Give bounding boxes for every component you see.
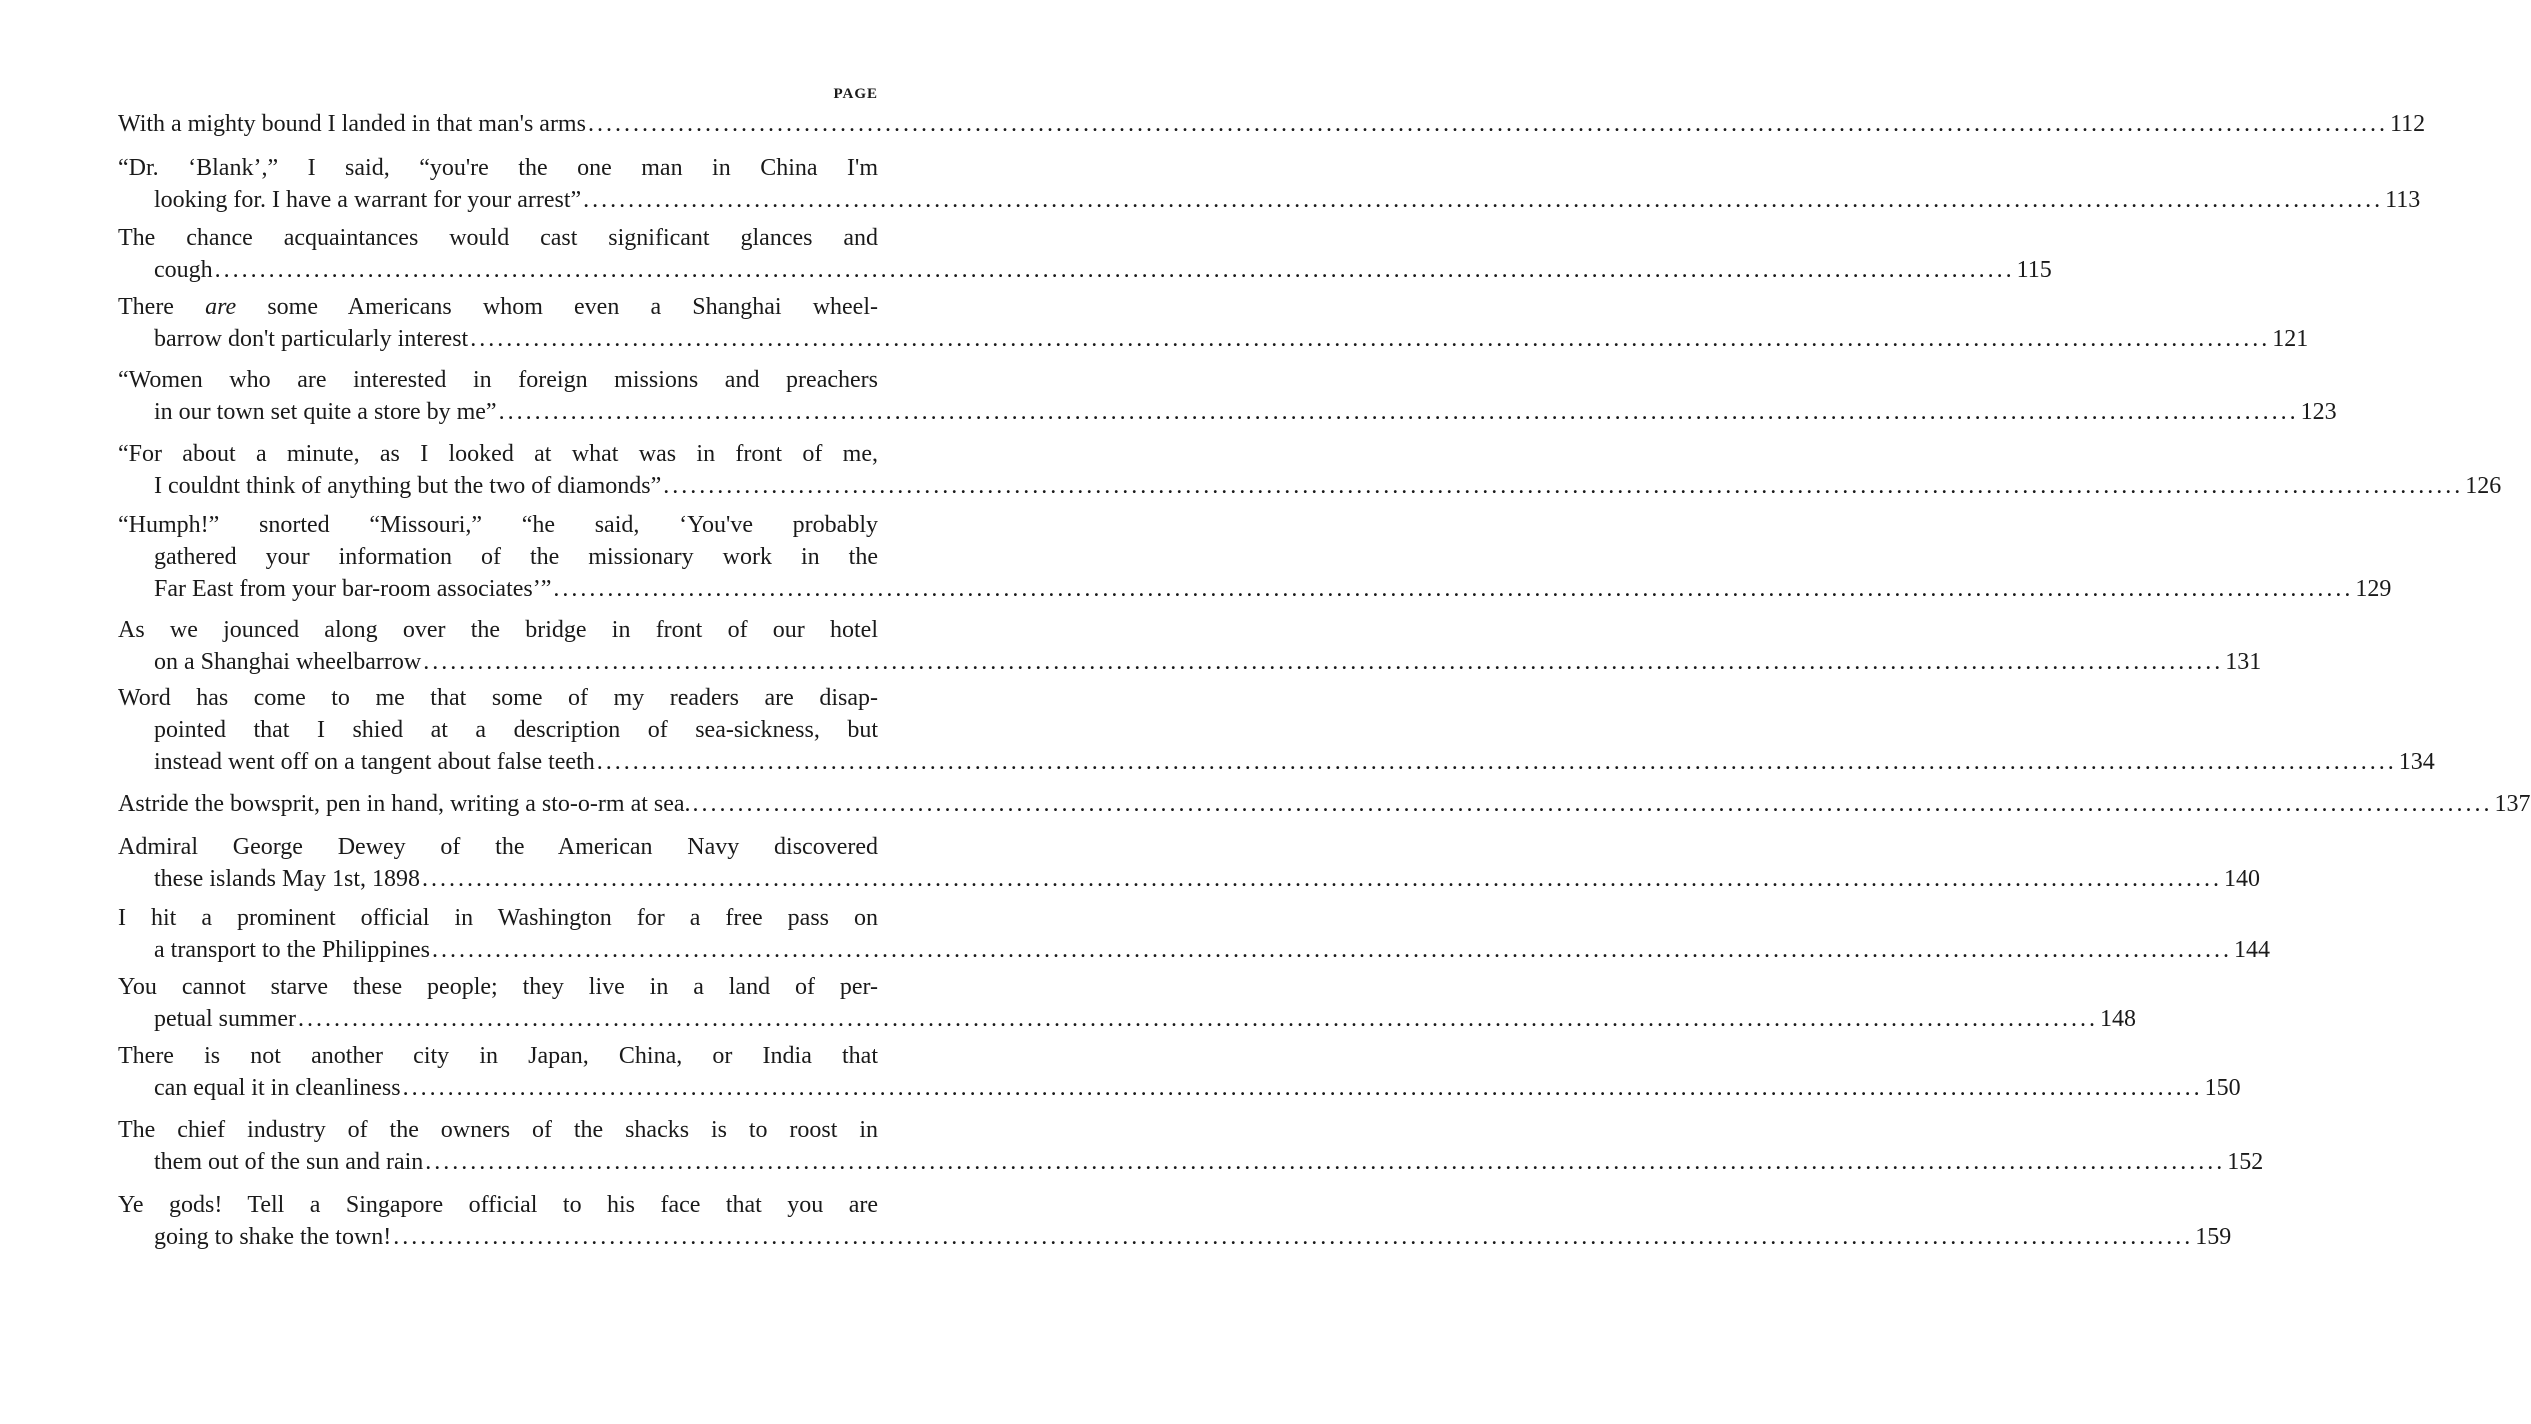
entry-last-line [118,1221,2232,1253]
toc-entry [118,1040,2241,1104]
dot-leader: ........................................................................................................................................................................................................ [498,399,2299,425]
page-column-heading: PAGE [833,86,878,102]
entry-text: looking for. I have a warrant for your arrest” [154,187,582,213]
dot-leader: ........................................................................................................................................................................................................ [431,937,2232,963]
entry-last-line [118,573,2392,605]
page-number: 112 [2389,111,2426,137]
page-number: 126 [2465,473,2502,499]
entry-text: With a mighty bound I landed in that man's arms [118,111,586,137]
entry-last-line [118,323,2309,355]
entry-last-line [118,788,2531,820]
entry-text-line: You cannot starve these people; they live in a land of per- [118,974,878,1000]
page-number: 123 [2300,399,2337,425]
entry-last-line [118,1146,2264,1178]
entry-last-line [118,396,2337,428]
toc-entry [118,152,2421,216]
dot-leader: ........................................................................................................................................................................................................ [393,1224,2194,1250]
entry-text-line: “Women who are interested in foreign missions and preachers [118,367,878,393]
entry-text-line: Admiral George Dewey of the American Navy discovered [118,834,878,860]
page-number: 115 [2016,257,2052,283]
toc-entry [118,682,2435,778]
toc-entry [118,788,2531,820]
page-number: 113 [2385,187,2421,213]
entry-text: a transport to the Philippines [154,937,430,963]
entry-last-line [118,184,2421,216]
toc-entry [118,971,2136,1035]
toc-entry [118,614,2262,678]
entry-text: barrow don't particularly interest [154,326,469,352]
entry-text: instead went off on a tangent about false teeth [154,749,595,775]
entry-text-line: Word has come to me that some of my readers are disap- [118,685,878,711]
page-number: 134 [2398,749,2435,775]
page-number: 159 [2195,1224,2232,1250]
entry-text: Far East from your bar-room associates’” [154,576,552,602]
entry-text-line: There is not another city in Japan, China, or India that [118,1043,878,1069]
dot-leader: ........................................................................................................................................................................................................ [583,187,2384,213]
entry-text-line: The chance acquaintances would cast significant glances and [118,225,878,251]
dot-leader: ........................................................................................................................................................................................................ [692,791,2493,817]
entry-text-line: As we jounced along over the bridge in front of our hotel [118,617,878,643]
dot-leader: ........................................................................................................................................................................................................ [470,326,2271,352]
dot-leader: ........................................................................................................................................................................................................ [587,111,2388,137]
toc-entry [118,291,2309,355]
entry-text-line: gathered your information of the missionary work in the [154,544,878,570]
entry-text: can equal it in cleanliness [154,1075,401,1101]
entry-text-line: “Humph!” snorted “Missouri,” “he said, ‘You've probably [118,512,878,538]
dot-leader: ........................................................................................................................................................................................................ [425,1149,2226,1175]
entry-last-line [118,1003,2136,1035]
page-number: 144 [2233,937,2270,963]
entry-text-line: There are some Americans whom even a Shanghai wheel- [118,294,878,320]
entry-text: these islands May 1st, 1898 [154,866,420,892]
dot-leader: ........................................................................................................................................................................................................ [297,1006,2098,1032]
entry-last-line [118,108,2426,140]
page-number: 131 [2225,649,2262,675]
page-number: 137 [2494,791,2531,817]
entry-text-line: “Dr. ‘Blank’,” I said, “you're the one man in China I'm [118,155,878,181]
entry-text: petual summer [154,1006,296,1032]
entry-last-line [118,470,2502,502]
page-number: 150 [2204,1075,2241,1101]
page-number: 129 [2355,576,2392,602]
entry-last-line [118,254,2052,286]
toc-entry [118,438,2502,502]
entry-text: Astride the bowsprit, pen in hand, writing a sto-o-rm at sea. [118,791,691,817]
entry-last-line [118,863,2260,895]
toc-entry [118,1114,2264,1178]
dot-leader: ........................................................................................................................................................................................................ [553,576,2354,602]
page-number: 152 [2227,1149,2264,1175]
toc-entry [118,509,2392,605]
dot-leader: ........................................................................................................................................................................................................ [423,649,2224,675]
table-of-illustrations [118,82,2531,1250]
entry-text: in our town set quite a store by me” [154,399,497,425]
dot-leader: ........................................................................................................................................................................................................ [421,866,2222,892]
entry-text: cough [154,257,213,283]
entry-text-line: “For about a minute, as I looked at what was in front of me, [118,441,878,467]
entry-text: them out of the sun and rain [154,1149,424,1175]
page-number: 121 [2272,326,2309,352]
toc-entry [118,222,2052,286]
dot-leader: ........................................................................................................................................................................................................ [402,1075,2203,1101]
page-number: 148 [2099,1006,2136,1032]
entry-text-line: I hit a prominent official in Washington for a free pass on [118,905,878,931]
dot-leader: ........................................................................................................................................................................................................ [214,257,2015,283]
toc-entry [118,902,2270,966]
entry-text: on a Shanghai wheelbarrow [154,649,422,675]
dot-leader: ........................................................................................................................................................................................................ [596,749,2397,775]
dot-leader: ........................................................................................................................................................................................................ [663,473,2464,499]
toc-entry [118,1189,2232,1253]
entry-last-line [118,746,2435,778]
toc-entry [118,364,2337,428]
toc-entry [118,108,2426,140]
page-number: 140 [2223,866,2260,892]
entry-text-line: pointed that I shied at a description of sea-sickness, but [154,717,878,743]
toc-entry [118,831,2260,895]
entry-text-line: Ye gods! Tell a Singapore official to his face that you are [118,1192,878,1218]
entry-last-line [118,934,2270,966]
entry-text: I couldnt think of anything but the two of diamonds” [154,473,662,499]
entry-last-line [118,1072,2241,1104]
entry-text: going to shake the town! [154,1224,392,1250]
entry-last-line [118,646,2262,678]
entry-text-line: The chief industry of the owners of the shacks is to roost in [118,1117,878,1143]
